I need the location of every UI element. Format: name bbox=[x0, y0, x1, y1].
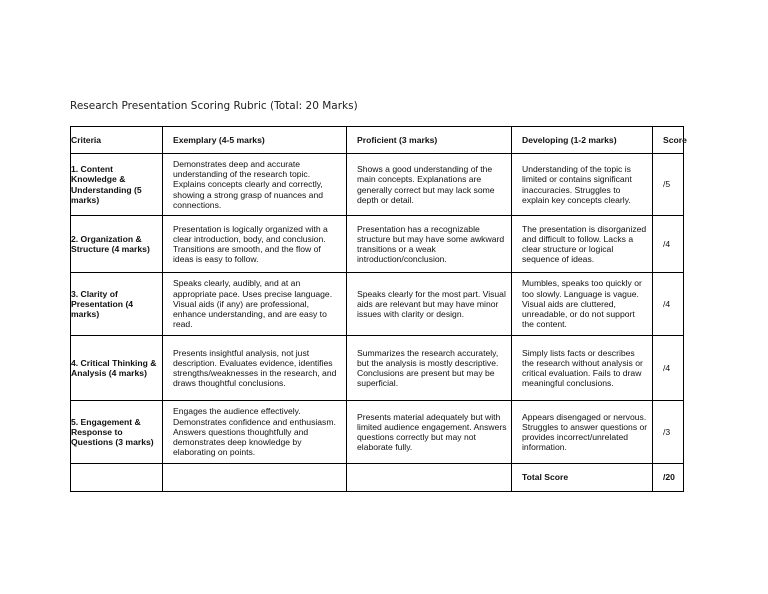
empty-cell bbox=[163, 464, 347, 492]
exemplary-cell: Presentation is logically organized with a clear introduction, body, and conclusion. Transitions are smooth, and the flow of ideas is easy to follow. bbox=[163, 216, 347, 273]
table-row bbox=[71, 336, 684, 401]
developing-cell: Simply lists facts or describes the research without analysis or critical evaluation. Fails to draw meaningful conclusions. bbox=[512, 336, 653, 401]
empty-cell bbox=[347, 464, 512, 492]
developing-cell: Appears disengaged or nervous. Struggles to answer questions or provides incorrect/unrelated information. bbox=[512, 401, 653, 464]
table-row bbox=[71, 401, 684, 464]
exemplary-cell: Engages the audience effectively. Demonstrates confidence and enthusiasm. Answers questions thoughtfully and demonstrates deep knowledge by elaborating on points. bbox=[163, 401, 347, 464]
header-criteria: Criteria bbox=[71, 127, 163, 154]
table-row bbox=[71, 273, 684, 336]
criterion-cell: 4. Critical Thinking & Analysis (4 marks) bbox=[71, 336, 163, 401]
exemplary-cell: Speaks clearly, audibly, and at an appropriate pace. Uses precise language. Visual aids (if any) are professional, enhance understanding, and are easy to read. bbox=[163, 273, 347, 336]
exemplary-cell: Presents insightful analysis, not just description. Evaluates evidence, identifies strengths/weaknesses in the research, and draws thoughtful conclusions. bbox=[163, 336, 347, 401]
header-score: Score bbox=[653, 127, 684, 154]
score-cell: /4 bbox=[653, 273, 684, 336]
score-cell: /4 bbox=[653, 336, 684, 401]
criterion-cell: 1. Content Knowledge & Understanding (5 marks) bbox=[71, 154, 163, 216]
table-row bbox=[71, 216, 684, 273]
proficient-cell: Summarizes the research accurately, but the analysis is mostly descriptive. Conclusions are present but may be superficial. bbox=[347, 336, 512, 401]
developing-cell: Mumbles, speaks too quickly or too slowly. Language is vague. Visual aids are cluttered, unreadable, or do not support the content. bbox=[512, 273, 653, 336]
developing-cell: Understanding of the topic is limited or contains significant inaccuracies. Struggles to explain key concepts clearly. bbox=[512, 154, 653, 216]
empty-cell bbox=[71, 464, 163, 492]
total-score-label: Total Score bbox=[512, 464, 653, 492]
header-developing: Developing (1-2 marks) bbox=[512, 127, 653, 154]
proficient-cell: Presentation has a recognizable structure but may have some awkward transitions or a weak introduction/conclusion. bbox=[347, 216, 512, 273]
total-row bbox=[71, 464, 684, 492]
score-cell: /3 bbox=[653, 401, 684, 464]
criterion-cell: 5. Engagement & Response to Questions (3 marks) bbox=[71, 401, 163, 464]
rubric-table bbox=[70, 126, 687, 492]
document-title: Research Presentation Scoring Rubric (Total: 20 Marks) bbox=[70, 100, 358, 112]
header-proficient: Proficient (3 marks) bbox=[347, 127, 512, 154]
proficient-cell: Speaks clearly for the most part. Visual aids are relevant but may have minor issues with clarity or design. bbox=[347, 273, 512, 336]
proficient-cell: Shows a good understanding of the main concepts. Explanations are generally correct but may lack some depth or detail. bbox=[347, 154, 512, 216]
total-score-value: /20 bbox=[653, 464, 684, 492]
developing-cell: The presentation is disorganized and difficult to follow. Lacks a clear structure or logical sequence of ideas. bbox=[512, 216, 653, 273]
header-exemplary: Exemplary (4-5 marks) bbox=[163, 127, 347, 154]
exemplary-cell: Demonstrates deep and accurate understanding of the research topic. Explains concepts clearly and correctly, showing a strong grasp of nuances and connections. bbox=[163, 154, 347, 216]
criterion-cell: 3. Clarity of Presentation (4 marks) bbox=[71, 273, 163, 336]
score-cell: /4 bbox=[653, 216, 684, 273]
table-row bbox=[71, 154, 684, 216]
header-row bbox=[71, 127, 684, 154]
criterion-cell: 2. Organization & Structure (4 marks) bbox=[71, 216, 163, 273]
score-cell: /5 bbox=[653, 154, 684, 216]
proficient-cell: Presents material adequately but with limited audience engagement. Answers questions correctly but may not elaborate fully. bbox=[347, 401, 512, 464]
